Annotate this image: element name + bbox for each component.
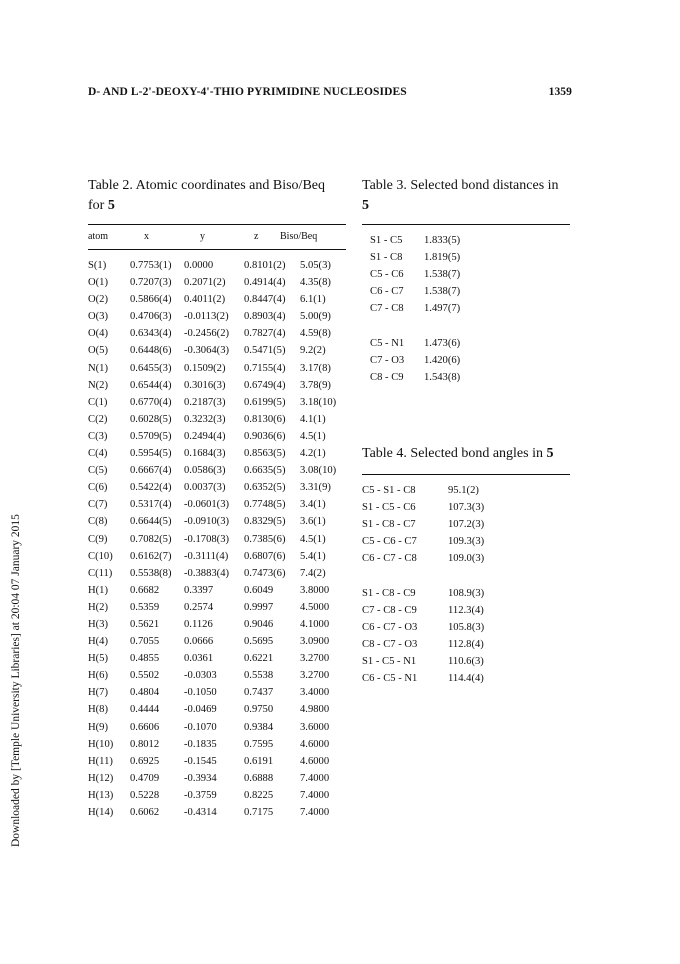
table-2-caption-line2: for — [88, 198, 108, 213]
cell-y: 0.2574 — [184, 601, 214, 613]
table-row — [88, 670, 346, 687]
cell-z: 0.9036(6) — [244, 430, 286, 442]
cell-atom: C(1) — [88, 396, 108, 408]
bond-label: S1 - C8 - C9 — [362, 588, 416, 599]
cell-biso: 4.1(1) — [300, 413, 326, 425]
table-row — [88, 534, 346, 551]
cell-y: 0.0666 — [184, 636, 214, 648]
cell-z: 0.5695 — [244, 636, 274, 648]
bond-value: 1.538(7) — [424, 269, 461, 280]
cell-y: 0.0586(3) — [184, 465, 226, 477]
cell-z: 0.8329(5) — [244, 516, 286, 528]
table-row — [88, 807, 346, 824]
cell-x: 0.4444 — [130, 704, 160, 716]
running-title: D- AND L-2'-DEOXY-4'-THIO PYRIMIDINE NUCLEOSIDES — [88, 86, 407, 98]
table-row — [88, 636, 346, 653]
table-2-mid-rule — [88, 249, 346, 250]
cell-z: 0.8903(4) — [244, 311, 286, 323]
cell-biso: 3.2700 — [300, 653, 330, 665]
cell-biso: 5.00(9) — [300, 311, 331, 323]
bond-label: C7 - C8 — [370, 303, 404, 314]
cell-atom: N(2) — [88, 379, 109, 391]
cell-z: 0.6049 — [244, 584, 274, 596]
bond-label: C5 - S1 - C8 — [362, 485, 416, 496]
cell-biso: 3.0900 — [300, 636, 330, 648]
cell-x: 0.4706(3) — [130, 311, 172, 323]
cell-z: 0.8130(6) — [244, 413, 286, 425]
table-3 — [362, 176, 570, 389]
group-gap — [362, 320, 570, 338]
table-2 — [88, 176, 346, 824]
cell-x: 0.6644(5) — [130, 516, 172, 528]
bond-label: C7 - C8 - C9 — [362, 605, 417, 616]
cell-atom: C(4) — [88, 448, 108, 460]
table-row — [362, 519, 570, 536]
bond-label: C6 - C7 - O3 — [362, 622, 418, 633]
cell-z: 0.6221 — [244, 653, 274, 665]
bond-value: 1.833(5) — [424, 235, 461, 246]
table-row — [362, 485, 570, 502]
table-row — [88, 790, 346, 807]
cell-atom: H(12) — [88, 772, 114, 784]
cell-z: 0.8563(5) — [244, 448, 286, 460]
cell-z: 0.7595 — [244, 738, 274, 750]
cell-z: 0.8225 — [244, 789, 274, 801]
table-row — [88, 773, 346, 790]
table-row — [362, 338, 570, 355]
table-row — [88, 568, 346, 585]
cell-y: 0.2071(2) — [184, 277, 226, 289]
table-2-caption-prefix: Table 2. — [88, 178, 133, 193]
table-row — [88, 687, 346, 704]
table-row — [88, 345, 346, 362]
table-4-caption-prefix: Table 4. — [362, 446, 407, 461]
cell-y: -0.3883(4) — [184, 567, 230, 579]
cell-y: -0.1070 — [184, 721, 217, 733]
cell-biso: 5.4(1) — [300, 550, 326, 562]
table-row — [362, 656, 570, 673]
bond-value: 114.4(4) — [448, 673, 484, 684]
cell-biso: 4.35(8) — [300, 277, 331, 289]
cell-y: -0.0601(3) — [184, 499, 230, 511]
cell-y: -0.1708(3) — [184, 533, 230, 545]
cell-biso: 3.2700 — [300, 670, 330, 682]
cell-x: 0.5621 — [130, 618, 160, 630]
table-row — [88, 328, 346, 345]
table-2-caption-compound: 5 — [107, 198, 115, 213]
cell-biso: 4.5(1) — [300, 533, 326, 545]
cell-biso: 9.2(2) — [300, 345, 326, 357]
cell-biso: 7.4000 — [300, 789, 330, 801]
table-row — [362, 588, 570, 605]
cell-z: 0.6191 — [244, 755, 274, 767]
table-row — [88, 704, 346, 721]
cell-y: -0.1835 — [184, 738, 217, 750]
table-2-caption — [88, 176, 346, 216]
cell-atom: C(6) — [88, 482, 108, 494]
cell-z: 0.8447(4) — [244, 294, 286, 306]
table-row — [362, 536, 570, 553]
cell-atom: C(2) — [88, 413, 108, 425]
col-x: x — [144, 231, 149, 242]
table-row — [362, 605, 570, 622]
bond-label: S1 - C8 - C7 — [362, 519, 416, 530]
cell-atom: O(4) — [88, 328, 109, 340]
cell-y: -0.3934 — [184, 772, 217, 784]
cell-biso: 3.08(10) — [300, 465, 337, 477]
bond-value: 1.497(7) — [424, 303, 461, 314]
bond-label: C8 - C7 - O3 — [362, 639, 418, 650]
cell-atom: H(3) — [88, 618, 109, 630]
table-row — [88, 653, 346, 670]
cell-z: 0.6888 — [244, 772, 274, 784]
table-row — [88, 499, 346, 516]
cell-y: 0.3016(3) — [184, 379, 226, 391]
cell-z: 0.5538 — [244, 670, 274, 682]
table-row — [362, 269, 570, 286]
cell-x: 0.4709 — [130, 772, 160, 784]
bond-label: C7 - O3 — [370, 355, 405, 366]
col-z: z — [254, 231, 259, 242]
table-row — [88, 294, 346, 311]
cell-biso: 3.17(8) — [300, 362, 331, 374]
cell-atom: H(6) — [88, 670, 109, 682]
cell-biso: 3.6000 — [300, 721, 330, 733]
download-note: Downloaded by [Temple University Libraries] at 20:04 07 January 2015 — [10, 513, 22, 847]
cell-x: 0.6162(7) — [130, 550, 172, 562]
table-3-caption-text: Selected bond distances in — [406, 178, 559, 193]
page-number: 1359 — [548, 86, 572, 98]
cell-x: 0.6448(6) — [130, 345, 172, 357]
bond-value: 1.538(7) — [424, 286, 461, 297]
cell-biso: 3.78(9) — [300, 379, 331, 391]
cell-z: 0.7155(4) — [244, 362, 286, 374]
cell-biso: 7.4000 — [300, 807, 330, 818]
cell-biso: 3.31(9) — [300, 482, 331, 494]
bond-value: 1.420(6) — [424, 355, 461, 366]
table-3-caption-compound: 5 — [362, 198, 369, 213]
cell-x: 0.5359 — [130, 601, 160, 613]
cell-atom: H(7) — [88, 687, 109, 699]
cell-atom: C(11) — [88, 567, 113, 579]
bond-value: 109.0(3) — [448, 553, 485, 564]
table-row — [362, 355, 570, 372]
table-row — [88, 465, 346, 482]
cell-y: 0.1684(3) — [184, 448, 226, 460]
cell-atom: H(2) — [88, 601, 109, 613]
cell-atom: O(1) — [88, 277, 109, 289]
table-row — [88, 397, 346, 414]
cell-biso: 4.6000 — [300, 738, 330, 750]
bond-value: 107.2(3) — [448, 519, 485, 530]
bond-value: 109.3(3) — [448, 536, 485, 547]
cell-y: 0.0361 — [184, 653, 214, 665]
cell-y: 0.2494(4) — [184, 430, 226, 442]
bond-label: C5 - N1 — [370, 338, 405, 349]
cell-z: 0.7175 — [244, 807, 274, 818]
table-3-caption-prefix: Table 3. — [362, 178, 407, 193]
bond-value: 1.473(6) — [424, 338, 461, 349]
cell-biso: 3.4(1) — [300, 499, 326, 511]
cell-x: 0.5866(4) — [130, 294, 172, 306]
cell-biso: 4.59(8) — [300, 328, 331, 340]
table-3-caption — [362, 176, 570, 216]
cell-z: 0.6807(6) — [244, 550, 286, 562]
cell-biso: 3.8000 — [300, 584, 330, 596]
table-row — [362, 252, 570, 269]
cell-z: 0.7748(5) — [244, 499, 286, 511]
cell-x: 0.6544(4) — [130, 379, 172, 391]
col-atom: atom — [88, 231, 108, 242]
cell-x: 0.6925 — [130, 755, 160, 767]
table-4 — [362, 444, 570, 690]
col-biso: Biso/Beq — [280, 231, 318, 242]
cell-z: 0.4914(4) — [244, 277, 286, 289]
table-row — [362, 639, 570, 656]
cell-y: -0.4314 — [184, 807, 217, 818]
table-row — [362, 622, 570, 639]
table-row — [88, 739, 346, 756]
cell-x: 0.7082(5) — [130, 533, 172, 545]
cell-atom: H(10) — [88, 738, 114, 750]
cell-biso: 7.4(2) — [300, 567, 326, 579]
cell-biso: 3.4000 — [300, 687, 330, 699]
table-row — [362, 235, 570, 252]
table-row — [362, 673, 570, 690]
bond-value: 110.6(3) — [448, 656, 484, 667]
bond-value: 108.9(3) — [448, 588, 485, 599]
bond-value: 95.1(2) — [448, 485, 479, 496]
bond-label: S1 - C5 - N1 — [362, 656, 417, 667]
bond-value: 112.3(4) — [448, 605, 484, 616]
cell-y: -0.1545 — [184, 755, 217, 767]
cell-x: 0.6028(5) — [130, 413, 172, 425]
bond-value: 1.819(5) — [424, 252, 461, 263]
bond-label: C8 - C9 — [370, 372, 404, 383]
table-row — [362, 303, 570, 320]
cell-x: 0.5954(5) — [130, 448, 172, 460]
cell-atom: H(11) — [88, 755, 113, 767]
cell-y: -0.3111(4) — [184, 550, 229, 562]
cell-atom: O(3) — [88, 311, 109, 323]
cell-y: 0.3232(3) — [184, 413, 226, 425]
cell-atom: H(14) — [88, 807, 114, 818]
cell-atom: H(1) — [88, 584, 109, 596]
group-gap — [362, 570, 570, 588]
cell-x: 0.5317(4) — [130, 499, 172, 511]
cell-y: -0.3759 — [184, 789, 217, 801]
bond-label: C5 - C6 - C7 — [362, 536, 417, 547]
cell-x: 0.5228 — [130, 789, 160, 801]
cell-x: 0.7055 — [130, 636, 160, 648]
table-row — [88, 602, 346, 619]
cell-biso: 7.4000 — [300, 772, 330, 784]
bond-label: C6 - C7 - C8 — [362, 553, 417, 564]
table-row — [88, 482, 346, 499]
bond-label: S1 - C5 — [370, 235, 403, 246]
cell-atom: H(9) — [88, 721, 109, 733]
cell-y: -0.0113(2) — [184, 311, 229, 323]
cell-y: 0.2187(3) — [184, 396, 226, 408]
cell-x: 0.4804 — [130, 687, 160, 699]
cell-biso: 4.1000 — [300, 618, 330, 630]
table-row — [362, 502, 570, 519]
cell-z: 0.7473(6) — [244, 567, 286, 579]
bond-value: 1.543(8) — [424, 372, 461, 383]
table-4-top-rule — [362, 474, 570, 475]
cell-biso: 3.18(10) — [300, 396, 337, 408]
cell-y: 0.1126 — [184, 618, 213, 630]
cell-z: 0.9750 — [244, 704, 274, 716]
table-row — [88, 260, 346, 277]
table-row — [88, 380, 346, 397]
cell-y: -0.0469 — [184, 704, 217, 716]
table-4-caption-compound: 5 — [546, 446, 554, 461]
col-y: y — [200, 231, 205, 242]
table-row — [88, 516, 346, 533]
cell-x: 0.6667(4) — [130, 465, 172, 477]
cell-z: 0.9384 — [244, 721, 274, 733]
table-2-header — [88, 225, 346, 249]
cell-z: 0.7437 — [244, 687, 274, 699]
table-row — [88, 311, 346, 328]
cell-y: 0.0000 — [184, 260, 214, 271]
cell-z: 0.7385(6) — [244, 533, 286, 545]
table-row — [88, 277, 346, 294]
bond-label: C6 - C5 - N1 — [362, 673, 418, 684]
table-4-caption-text: Selected bond angles in — [406, 446, 547, 461]
cell-atom: C(9) — [88, 533, 108, 545]
cell-x: 0.6770(4) — [130, 396, 172, 408]
table-row — [88, 431, 346, 448]
cell-biso: 3.6(1) — [300, 516, 326, 528]
cell-biso: 4.6000 — [300, 755, 330, 767]
table-row — [362, 372, 570, 389]
cell-atom: H(13) — [88, 789, 114, 801]
table-4-caption — [362, 444, 570, 464]
cell-y: -0.1050 — [184, 687, 217, 699]
cell-z: 0.9046 — [244, 618, 274, 630]
cell-y: -0.2456(2) — [184, 328, 230, 340]
cell-y: -0.0303 — [184, 670, 217, 682]
cell-z: 0.6749(4) — [244, 379, 286, 391]
cell-atom: S(1) — [88, 260, 107, 271]
cell-x: 0.5709(5) — [130, 430, 172, 442]
cell-z: 0.8101(2) — [244, 260, 286, 271]
bond-label: S1 - C8 — [370, 252, 403, 263]
table-row — [88, 551, 346, 568]
bond-label: C5 - C6 — [370, 269, 404, 280]
cell-atom: O(5) — [88, 345, 109, 357]
cell-y: 0.3397 — [184, 584, 214, 596]
cell-atom: C(5) — [88, 465, 108, 477]
cell-x: 0.6062 — [130, 807, 160, 818]
bond-value: 105.8(3) — [448, 622, 485, 633]
cell-x: 0.7753(1) — [130, 260, 172, 271]
cell-x: 0.6343(4) — [130, 328, 172, 340]
cell-atom: H(4) — [88, 636, 109, 648]
bond-label: S1 - C5 - C6 — [362, 502, 416, 513]
cell-y: 0.0037(3) — [184, 482, 226, 494]
cell-atom: C(10) — [88, 550, 113, 562]
cell-atom: C(3) — [88, 430, 108, 442]
cell-y: -0.0910(3) — [184, 516, 230, 528]
table-row — [88, 414, 346, 431]
cell-atom: H(8) — [88, 704, 109, 716]
cell-atom: N(1) — [88, 362, 109, 374]
cell-x: 0.6682 — [130, 584, 160, 596]
cell-y: 0.4011(2) — [184, 294, 226, 306]
cell-biso: 6.1(1) — [300, 294, 326, 306]
table-4-body — [362, 485, 570, 690]
cell-z: 0.6635(5) — [244, 465, 286, 477]
table-row — [88, 585, 346, 602]
table-row — [362, 286, 570, 303]
cell-x: 0.5538(8) — [130, 567, 172, 579]
cell-z: 0.6199(5) — [244, 396, 286, 408]
table-2-body — [88, 260, 346, 824]
table-row — [88, 722, 346, 739]
table-row — [88, 363, 346, 380]
cell-x: 0.6606 — [130, 721, 160, 733]
cell-x: 0.7207(3) — [130, 277, 172, 289]
cell-biso: 5.05(3) — [300, 260, 331, 271]
cell-x: 0.4855 — [130, 653, 160, 665]
cell-z: 0.7827(4) — [244, 328, 286, 340]
table-3-top-rule — [362, 224, 570, 225]
cell-biso: 4.5000 — [300, 601, 330, 613]
cell-atom: C(8) — [88, 516, 108, 528]
cell-biso: 4.5(1) — [300, 430, 326, 442]
table-row — [88, 448, 346, 465]
cell-z: 0.5471(5) — [244, 345, 286, 357]
table-row — [88, 756, 346, 773]
table-3-body — [362, 235, 570, 389]
cell-atom: C(7) — [88, 499, 108, 511]
cell-z: 0.6352(5) — [244, 482, 286, 494]
table-row — [362, 553, 570, 570]
table-2-caption-text: Atomic coordinates and Biso/Beq — [132, 178, 325, 193]
table-row — [88, 619, 346, 636]
cell-x: 0.5502 — [130, 670, 160, 682]
cell-y: 0.1509(2) — [184, 362, 226, 374]
cell-x: 0.6455(3) — [130, 362, 172, 374]
cell-biso: 4.9800 — [300, 704, 330, 716]
cell-atom: H(5) — [88, 653, 109, 665]
bond-label: C6 - C7 — [370, 286, 404, 297]
cell-atom: O(2) — [88, 294, 109, 306]
cell-z: 0.9997 — [244, 601, 274, 613]
cell-x: 0.8012 — [130, 738, 160, 750]
bond-value: 112.8(4) — [448, 639, 484, 650]
cell-y: -0.3064(3) — [184, 345, 230, 357]
cell-x: 0.5422(4) — [130, 482, 172, 494]
cell-biso: 4.2(1) — [300, 448, 326, 460]
bond-value: 107.3(3) — [448, 502, 485, 513]
